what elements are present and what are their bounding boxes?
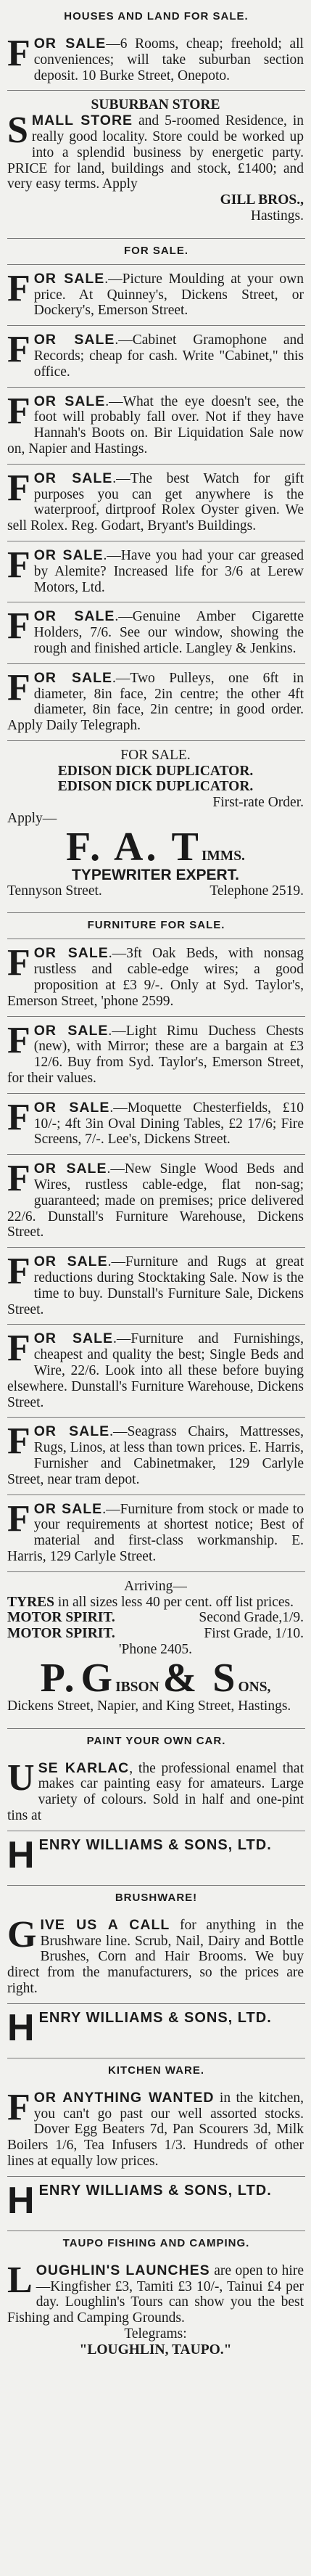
timms-address: Tennyson Street. <box>7 883 102 899</box>
drop-cap: F <box>7 942 30 984</box>
taupo-body: are open to hire—Kingfisher £3, Tamiti £3 10/-, Tainui £4 per day. Loughlin's Tours can show you the best Fishing and Camping Grounds. <box>7 2262 304 2326</box>
drop-cap: L <box>7 2259 33 2301</box>
gibson-amp: & S <box>162 1655 239 1701</box>
spirit-label: MOTOR SPIRIT. <box>7 1610 115 1626</box>
ad-lead: OR SALE <box>33 945 109 962</box>
tyres-text: in all sizes less 40 per cent. off list prices. <box>57 1594 294 1610</box>
section-heading-brushware: BRUSHWARE! <box>7 1885 305 1911</box>
section-heading-houses: HOUSES AND LAND FOR SALE. <box>64 10 249 23</box>
ad-lead: OR SALE <box>33 1254 108 1270</box>
for-sale-ad-3 <box>7 464 305 541</box>
drop-cap: S <box>7 110 28 152</box>
henry-text: ENRY WILLIAMS & SONS, LTD. <box>38 2009 272 2026</box>
timms-name-rest: IMMS. <box>201 848 245 864</box>
furniture-ad-6 <box>7 1417 305 1494</box>
duplicator-ad <box>7 740 305 906</box>
brushware-lead: IVE US A CALL <box>40 1916 170 1933</box>
drop-cap: F <box>7 2086 30 2128</box>
for-sale-ad-5 <box>7 602 305 663</box>
gibson-ons: ONS, <box>238 1679 271 1695</box>
ad-body: .—Picture Moulding at your own price. At Quinney's, Dickens Street, or Dockery's, Emerson Street. <box>33 271 304 319</box>
ad-body: .—Furniture and Furnishings, cheapest and quality the best; Single Beds and Wire, 22/6. Look into all these before buying elsewhere. Dunstall's Furniture Warehouse, Dickens Street. <box>7 1331 304 1410</box>
brushware-body: for anything in the Brushware line. Scrub, Nail, Dairy and Bottle Brushes, Corn and Hair Brooms. We buy direct from the manufacturers, so the prices are right. <box>7 1917 304 1996</box>
furniture-ad-7 <box>7 1495 305 1571</box>
henry-text: ENRY WILLIAMS & SONS, LTD. <box>38 1836 272 1853</box>
paint-body: , the professional enamel that makes car painting easy for amateurs. Large variety of colours. Sold in half and one-pint tins at <box>7 1760 304 1823</box>
kitchen-ad <box>7 2086 305 2176</box>
ad-body: .—The best Watch for gift purposes you can get anywhere is the waterproof, dirtproof Rolex Oyster given. We sell Rolex. Reg. Godart, Bryant's Buildings. <box>7 470 304 534</box>
spirit-label: MOTOR SPIRIT. <box>7 1626 115 1642</box>
tyres-heading: Arriving— <box>124 1578 187 1594</box>
gibson-ibson: IBSON <box>115 1679 159 1695</box>
timms-name: F. A. T <box>66 824 202 870</box>
ad-body: .—Cabinet Gramophone and Records; cheap for cash. Write "Cabinet," this office. <box>33 332 304 380</box>
furniture-ad-4 <box>7 1247 305 1324</box>
ad-lead: OR SALE <box>33 270 105 287</box>
timms-phone: Telephone 2519. <box>210 883 304 899</box>
drop-cap: F <box>7 1096 30 1138</box>
ad-body: .—Moquette Chesterfields, £10 10/-; 4ft 3in Oval Dining Tables, £2 17/6; Fire Screens, 7/-. Lee's, Dickens Street. <box>33 1100 304 1148</box>
ad-body: .—Genuine Amber Cigarette Holders, 7/6. See our window, showing the rough and finished article. Langley & Jenkins. <box>33 609 304 656</box>
drop-cap: F <box>7 390 30 432</box>
drop-cap: F <box>7 544 30 586</box>
ad-body: .—Seagrass Chairs, Mattresses, Rugs, Linos, at less than town prices. E. Harris, Furnisher and Cabinetmaker, 129 Carlyle Street, near tram depot. <box>7 1424 304 1487</box>
typewriter-title: TYPEWRITER EXPERT. <box>71 866 240 883</box>
suburban-body: and 5-roomed Residence, in really good locality. Store could be worked up into a splendid business by energetic party. PRICE for land, buildings and stock, £1400; and very easy terms. Apply <box>7 113 304 192</box>
house-body: —6 Rooms, cheap; freehold; all conveniences; will take suburban section deposit. 10 Burke Street, Onepoto. <box>33 36 304 83</box>
house-lead: OR SALE <box>33 36 107 52</box>
ad-lead: OR SALE <box>33 669 113 686</box>
taupo-ad <box>7 2259 305 2365</box>
ad-lead: OR SALE <box>33 1161 107 1177</box>
gibson-p: P. <box>40 1655 78 1701</box>
suburban-heading: SUBURBAN STORE <box>91 97 220 113</box>
taupo-address: "LOUGHLIN, TAUPO." <box>79 2342 232 2358</box>
paint-lead: SE KARLAC <box>38 1759 130 1776</box>
ad-body: .—Two Pulleys, one 6ft in diameter, 8in face, 2in centre; the other 4ft diameter, 8in face, 2in centre; in good order. Apply Daily Telegraph. <box>7 670 304 734</box>
drop-cap: F <box>7 605 30 647</box>
henry-text: ENRY WILLIAMS & SONS, LTD. <box>38 2182 272 2199</box>
duplicator-heading: FOR SALE. <box>120 747 191 763</box>
drop-cap: F <box>7 1251 30 1293</box>
kitchen-lead: OR ANYTHING WANTED <box>33 2089 215 2106</box>
for-sale-ad-6 <box>7 663 305 740</box>
for-sale-ad-0 <box>7 264 305 325</box>
gibson-address: Dickens Street, Napier, and King Street, Hastings. <box>7 1698 291 1714</box>
drop-cap: F <box>7 467 30 509</box>
drop-cap: F <box>7 329 30 371</box>
ad-lead: OR SALE <box>33 1099 110 1116</box>
drop-cap: F <box>7 1019 30 1061</box>
drop-cap: F <box>7 1420 30 1463</box>
drop-cap: H <box>7 1833 36 1876</box>
ad-lead: OR SALE <box>33 470 113 486</box>
suburban-sig: GILL BROS., <box>220 192 304 208</box>
furniture-ad-0 <box>7 939 305 1015</box>
duplicator-line3: First-rate Order. <box>212 795 304 811</box>
spirit-price: First Grade, 1/10. <box>204 1626 304 1642</box>
tyres-ad <box>7 1571 305 1721</box>
drop-cap: H <box>7 2179 36 2222</box>
ad-body: .—Furniture and Rugs at great reductions during Stocktaking Sale. Now is the time to buy. Dunstall's Furniture Sale, Dickens Street. <box>7 1254 304 1317</box>
section-heading-furniture: FURNITURE FOR SALE. <box>7 912 305 939</box>
ad-lead: OR SALE <box>33 332 115 348</box>
gibson-phone: 'Phone 2405. <box>118 1641 192 1657</box>
section-heading-taupo: TAUPO FISHING AND CAMPING. <box>7 2231 305 2257</box>
drop-cap: F <box>7 267 30 309</box>
ad-lead: OR SALE <box>33 1022 109 1039</box>
drop-cap: G <box>7 1913 37 1955</box>
duplicator-line2: EDISON DICK DUPLICATOR. <box>57 779 254 795</box>
taupo-lead: OUGHLIN'S LAUNCHES <box>36 2262 210 2278</box>
ad-body: .—Have you had your car greased by Alemite? Increased life for 3/6 at Lerew Motors, Ltd. <box>33 547 304 595</box>
drop-cap: F <box>7 1497 30 1540</box>
drop-cap: F <box>7 1328 30 1370</box>
henry-williams-sig <box>7 1831 305 1878</box>
ad-body: .—Furniture from stock or made to your requirements at shortest notice; Best of material and first-class workmanship. E. Harris, 129 Carlyle Street. <box>7 1501 304 1564</box>
ad-lead: OR SALE <box>33 547 104 563</box>
duplicator-apply: Apply— <box>7 811 57 827</box>
furniture-ad-1 <box>7 1016 305 1093</box>
drop-cap: F <box>7 666 30 708</box>
ad-body: .—New Single Wood Beds and Wires, rustless cable-edge, flat non-sag; guaranteed; made on premises; price delivered 22/6. Dunstall's Furniture Warehouse, Dickens Street. <box>7 1161 304 1240</box>
drop-cap: U <box>7 1757 35 1799</box>
ad-lead: OR SALE <box>33 1500 103 1517</box>
ad-body: .—What the eye doesn't see, the foot will probably fall over. Not if they have Hannah's Boots on. Bir Liquidation Sale now on, Napier and Hastings. <box>7 393 304 457</box>
suburban-store-ad <box>7 90 305 230</box>
kitchen-body: in the kitchen, you can't go past our well assorted stocks. Dover Egg Beaters 7d, Pan Scourers 3d, Milk Boilers 1/6, Tea Infusers 1/3. Hundreds of other lines at equally low prices. <box>7 2090 304 2169</box>
gibson-g: G <box>80 1655 116 1701</box>
taupo-telegrams: Telegrams: <box>124 2326 187 2342</box>
ad-body: .—Light Rimu Duchess Chests (new), with Mirror; these are a bargain at £3 12/6. Buy from Syd. Taylor's, Emerson Street, for their values. <box>7 1023 304 1087</box>
drop-cap: F <box>7 33 30 74</box>
section-heading-for-sale: FOR SALE. <box>7 238 305 264</box>
section-heading-kitchen: KITCHEN WARE. <box>7 2058 305 2084</box>
henry-williams-sig <box>7 2176 305 2223</box>
paint-ad <box>7 1757 305 1831</box>
ad-lead: OR SALE <box>33 393 106 409</box>
henry-williams-sig <box>7 2003 305 2050</box>
furniture-ad-5 <box>7 1324 305 1417</box>
drop-cap: H <box>7 2006 36 2049</box>
brushware-ad <box>7 1913 305 2003</box>
for-sale-ad-1 <box>7 325 305 386</box>
suburban-lead: MALL STORE <box>31 113 133 129</box>
ad-lead: OR SALE <box>33 1423 110 1440</box>
for-sale-ad-4 <box>7 541 305 602</box>
duplicator-line1: EDISON DICK DUPLICATOR. <box>57 763 254 779</box>
furniture-ad-2 <box>7 1093 305 1154</box>
for-sale-ad-2 <box>7 387 305 464</box>
spirit-price: Second Grade,1/9. <box>199 1610 304 1626</box>
ad-lead: OR SALE <box>33 1330 114 1347</box>
drop-cap: F <box>7 1158 30 1200</box>
ad-body: .—3ft Oak Beds, with nonsag rustless and cable-edge wires; a good proposition at £3 9/-. Only at Syd. Taylor's, Emerson Street, 'phone 2599. <box>7 946 304 1009</box>
suburban-sig-town: Hastings. <box>250 208 304 224</box>
tyres-label: TYRES <box>7 1594 55 1610</box>
house-ad <box>7 33 305 90</box>
ad-lead: OR SALE <box>33 608 115 625</box>
furniture-ad-3 <box>7 1154 305 1247</box>
section-heading-paint: PAINT YOUR OWN CAR. <box>7 1728 305 1754</box>
